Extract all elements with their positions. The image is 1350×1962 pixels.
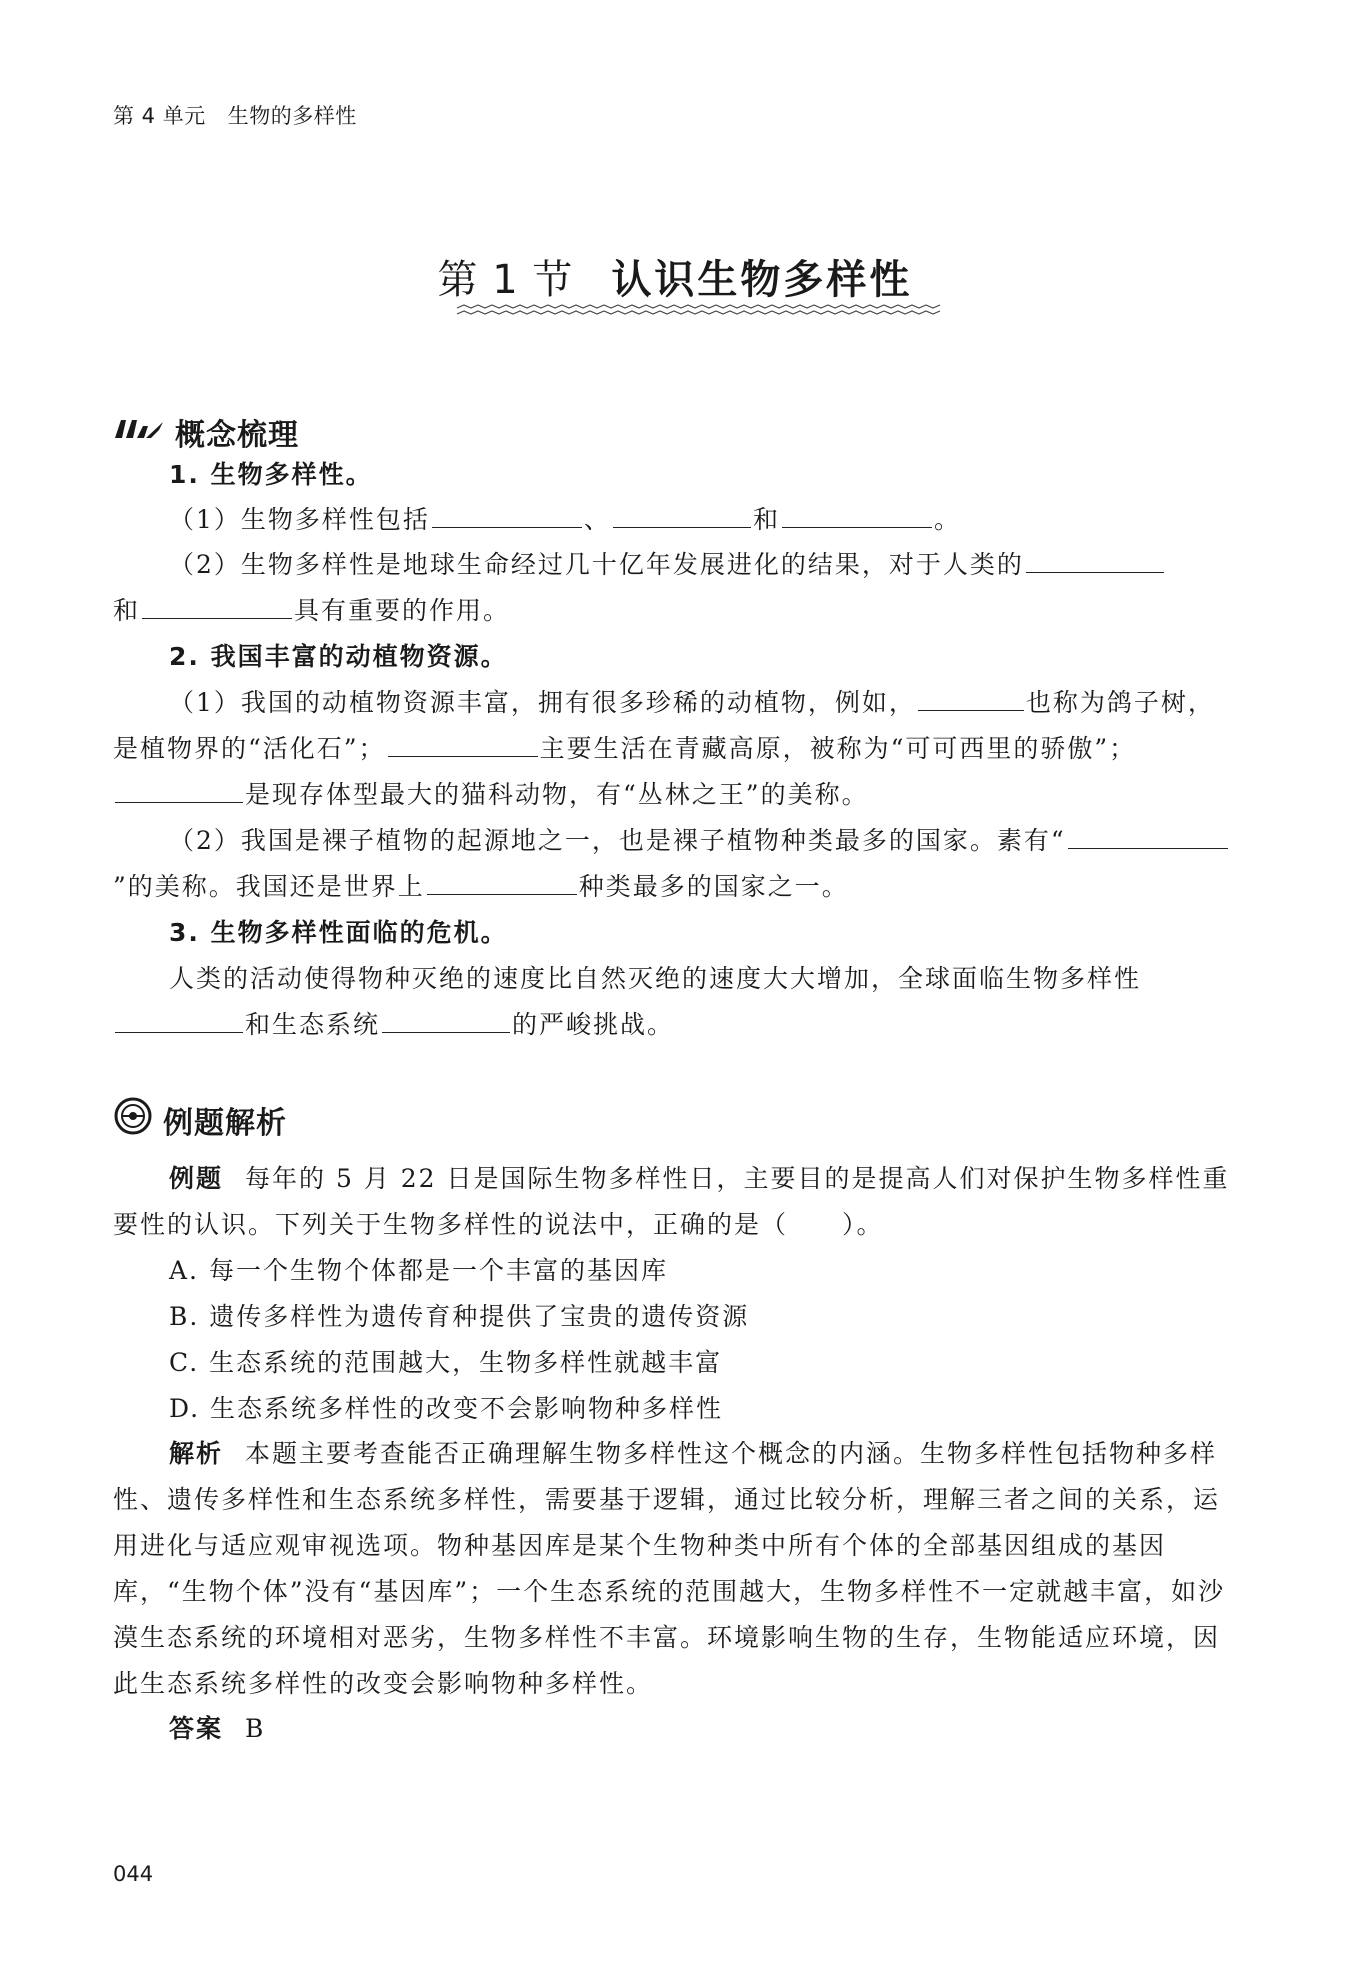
blank-8[interactable]: [115, 772, 243, 803]
blank-1[interactable]: [432, 497, 582, 528]
example-question: 例题 每年的 5 月 22 日是国际生物多样性日，主要目的是提高人们对保护生物多样性重要性的认识。下列关于生物多样性的说法中，正确的是（ ）。: [113, 1164, 1230, 1239]
blank-4[interactable]: [1026, 542, 1164, 573]
blank-2[interactable]: [613, 497, 751, 528]
running-head: [113, 100, 357, 130]
magnifier-icon: [113, 1096, 153, 1144]
running-head-title: 生物的多样性: [227, 104, 357, 128]
title-ornament-icon: [455, 302, 945, 322]
concepts-pen-icon: [113, 415, 165, 450]
running-head-unit: 第 4 单元: [113, 104, 206, 128]
answer: 答案 B: [169, 1714, 266, 1743]
concepts-heading-text: 概念梳理: [175, 418, 299, 453]
section-number: 第 1 节: [437, 257, 574, 303]
concepts-heading: [113, 410, 299, 454]
blank-6[interactable]: [918, 680, 1024, 711]
option-c[interactable]: C. 生态系统的范围越大，生物多样性就越丰富: [169, 1348, 723, 1377]
blank-9[interactable]: [1068, 818, 1228, 849]
blank-10[interactable]: [427, 864, 577, 895]
blank-7[interactable]: [388, 726, 538, 757]
question-1-2: （2）生物多样性是地球生命经过几十亿年发展进化的结果，对于人类的 和 具有重要的作用。: [113, 542, 1235, 634]
example-heading-text: 例题解析: [163, 1106, 287, 1141]
question-2-1: （1）我国的动植物资源丰富，拥有很多珍稀的动植物，例如， 也称为鸽子树，是植物界的“活化石”； 主要生活在青藏高原，被称为“可可西里的骄傲”；是现存体型最大的猫科动物，有“丛林之王”的美称。: [113, 680, 1235, 818]
blank-3[interactable]: [782, 497, 932, 528]
option-a[interactable]: A. 每一个生物个体都是一个丰富的基因库: [169, 1256, 668, 1285]
answer-value: B: [245, 1714, 266, 1743]
question-3-title: 3. 生物多样性面临的危机。: [169, 918, 508, 947]
section-name: 认识生物多样性: [611, 257, 913, 303]
question-1-1: （1）生物多样性包括 、 和 。: [169, 497, 1235, 543]
option-d[interactable]: D. 生态系统多样性的改变不会影响物种多样性: [169, 1394, 724, 1423]
blank-12[interactable]: [382, 1002, 510, 1033]
blank-5[interactable]: [142, 588, 292, 619]
page-number: 044: [113, 1862, 154, 1886]
example-heading: [113, 1096, 287, 1144]
blank-11[interactable]: [115, 1002, 243, 1033]
option-b[interactable]: B. 遗传多样性为遗传育种提供了宝贵的遗传资源: [169, 1302, 750, 1331]
section-title: [0, 248, 1350, 305]
question-3-body: 人类的活动使得物种灭绝的速度比自然灭绝的速度大大增加，全球面临生物多样性和生态系统 的严峻挑战。: [113, 956, 1235, 1048]
question-2-2: （2）我国是裸子植物的起源地之一，也是裸子植物种类最多的国家。素有“”的美称。我国还是世界上 种类最多的国家之一。: [113, 818, 1235, 910]
question-1-title: 1. 生物多样性。: [169, 460, 373, 489]
analysis: 解析 本题主要考查能否正确理解生物多样性这个概念的内涵。生物多样性包括物种多样性、遗传多样性和生态系统多样性，需要基于逻辑，通过比较分析，理解三者之间的关系，运用进化与适应观审视选项。物种基因库是某个生物种类中所有个体的全部基因组成的基因库，“生物个体”没有“基因库”；一个生态系统的范围越大，生物多样性不一定就越丰富，如沙漠生态系统的环境相对恶劣，生物多样性不丰富。环境影响生物的生存，生物能适应环境，因此生态系统多样性的改变会影响物种多样性。: [113, 1439, 1226, 1698]
question-2-title: 2. 我国丰富的动植物资源。: [169, 642, 508, 671]
